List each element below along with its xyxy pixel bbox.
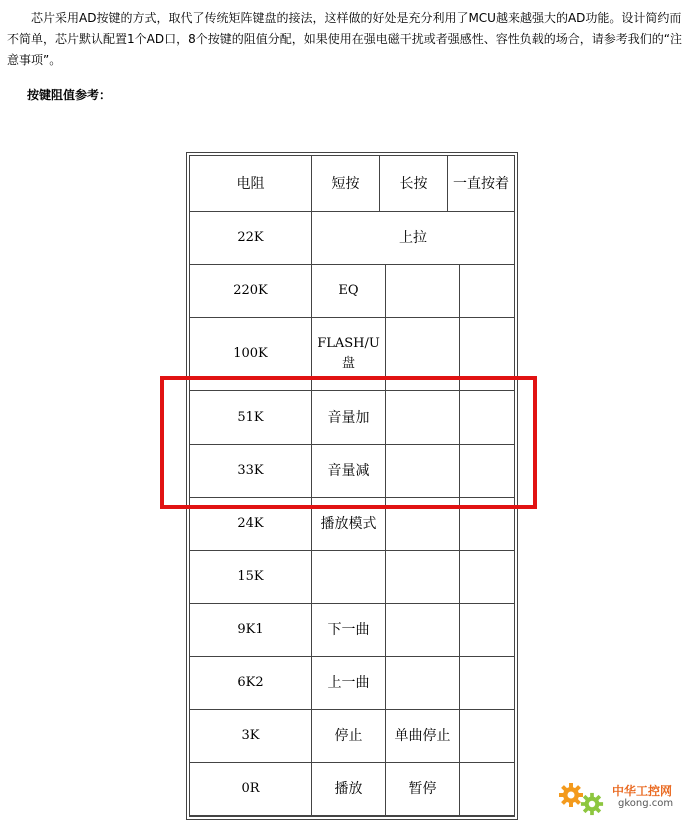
cell-hold — [460, 657, 514, 710]
cell-long-press — [386, 604, 460, 657]
header-hold: 一直按着 — [448, 156, 514, 212]
cell-long-press — [386, 551, 460, 604]
cell-resistor: 22K — [190, 212, 312, 265]
cell-pullup: 上拉 — [312, 212, 514, 265]
cell-long-press — [386, 657, 460, 710]
cell-short-press: FLASH/U盘 — [312, 318, 386, 391]
cell-resistor: 15K — [190, 551, 312, 604]
cell-hold — [460, 551, 514, 604]
header-long-press: 长按 — [380, 156, 448, 212]
cell-resistor: 220K — [190, 265, 312, 318]
highlight-box — [160, 376, 537, 509]
cell-resistor: 0R — [190, 763, 312, 816]
cell-short-press: EQ — [312, 265, 386, 318]
cell-resistor: 9K1 — [190, 604, 312, 657]
cell-resistor: 24K — [190, 498, 312, 551]
cell-long-press: 单曲停止 — [386, 710, 460, 763]
cell-hold — [460, 763, 514, 816]
intro-paragraph: 芯片采用AD按键的方式，取代了传统矩阵键盘的接法，这样做的好处是充分利用了MCU越来越强大的AD功能。设计简约而不简单，芯片默认配置1个AD口，8个按键的阻值分配，如果使用在强电磁干扰或者强感性、容性负载的场合，请参考我们的“注意事项”。 — [7, 11, 682, 67]
cell-short-press: 播放 — [312, 763, 386, 816]
cell-short-press: 播放模式 — [312, 498, 386, 551]
cell-resistor: 6K2 — [190, 657, 312, 710]
cell-short-press: 停止 — [312, 710, 386, 763]
cell-hold — [460, 604, 514, 657]
watermark-domain: gkong.com — [618, 798, 674, 809]
gear-icon-green — [580, 792, 604, 816]
cell-long-press — [386, 265, 460, 318]
cell-short-press: 上一曲 — [312, 657, 386, 710]
cell-resistor: 100K — [190, 318, 312, 391]
cell-resistor: 33K — [190, 445, 312, 498]
cell-hold — [460, 710, 514, 763]
cell-short-press: 音量加 — [312, 391, 386, 445]
cell-hold — [460, 265, 514, 318]
cell-short-press: 下一曲 — [312, 604, 386, 657]
watermark-title: 中华工控网 — [612, 784, 673, 798]
cell-short-press — [312, 551, 386, 604]
header-short-press: 短按 — [312, 156, 380, 212]
watermark — [556, 776, 686, 826]
cell-short-press: 音量减 — [312, 445, 386, 498]
section-heading: 按键阻值参考： — [27, 88, 112, 102]
cell-long-press: 暂停 — [386, 763, 460, 816]
cell-resistor: 3K — [190, 710, 312, 763]
cell-resistor: 51K — [190, 391, 312, 445]
header-resistor: 电阻 — [190, 156, 312, 212]
